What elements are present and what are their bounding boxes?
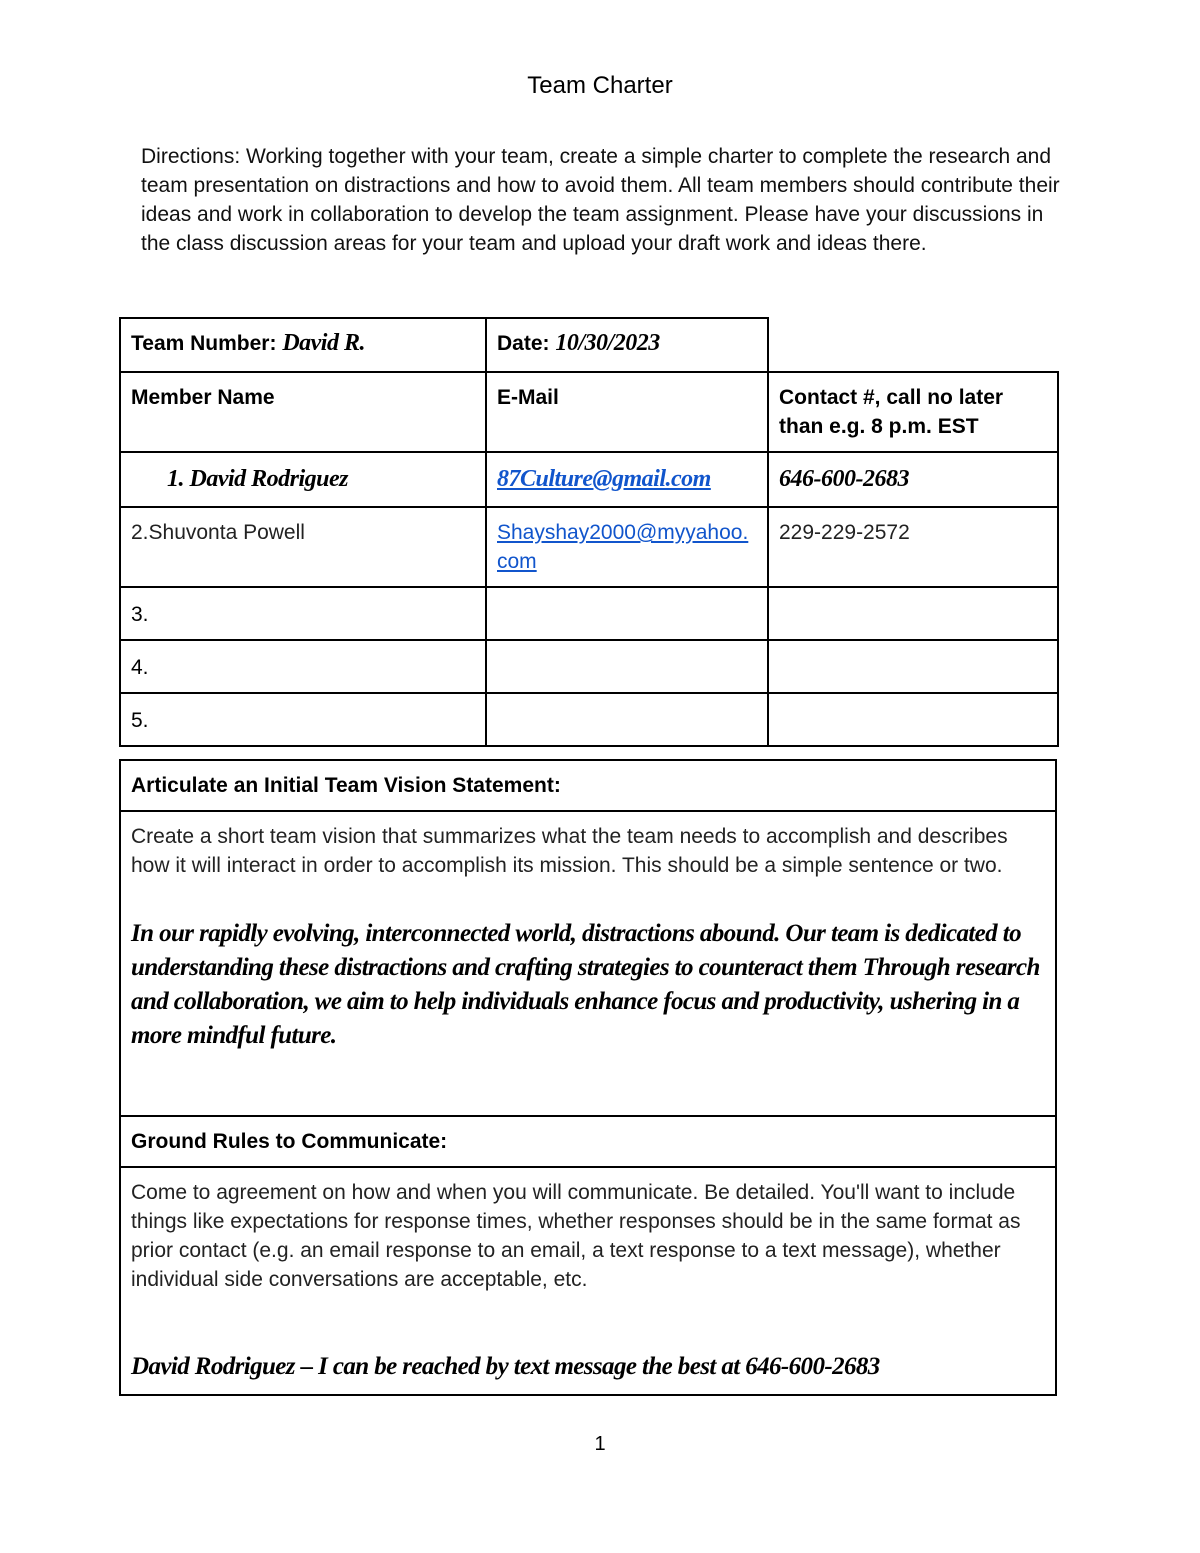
email-link[interactable]: Shayshay2000@myyahoo.com	[497, 521, 749, 573]
member-name: 5.	[120, 693, 486, 746]
ground-rules-heading: Ground Rules to Communicate:	[120, 1116, 1056, 1167]
table-row	[120, 587, 1058, 640]
date-label: Date:	[497, 332, 556, 355]
table-row	[120, 640, 1058, 693]
member-name: 1. David Rodriguez	[120, 452, 486, 507]
member-email	[486, 452, 768, 507]
date-value: 10/30/2023	[555, 330, 660, 356]
member-contact	[768, 640, 1058, 693]
member-email	[486, 507, 768, 587]
member-name: 3.	[120, 587, 486, 640]
member-email	[486, 587, 768, 640]
header-row	[120, 372, 1058, 452]
member-contact	[768, 693, 1058, 746]
ground-rules-answer: David Rodriguez – I can be reached by text message the best at 646-600-2683	[131, 1353, 880, 1380]
header-member-name: Member Name	[120, 372, 486, 452]
team-members-table	[119, 317, 1059, 747]
page-number: 1	[594, 1433, 606, 1455]
vision-heading: Articulate an Initial Team Vision Statement:	[120, 760, 1056, 811]
table-row	[120, 693, 1058, 746]
team-number-cell	[120, 318, 486, 372]
member-contact: 229-229-2572	[768, 507, 1058, 587]
empty-cell	[768, 318, 1058, 372]
vision-prompt: Create a short team vision that summarizes what the team needs to accomplish and describes how it will interact in order to accomplish its mission. This should be a simple sentence or two.	[131, 825, 1008, 877]
member-name: 2.Shuvonta Powell	[120, 507, 486, 587]
date-cell	[486, 318, 768, 372]
directions-text: Directions: Working together with your team, create a simple charter to complete the research and team presentation on distractions and how to avoid them. All team members should contribute their ideas and work in collaboration to develop the team assignment. Please have your discussions in the class discussion areas for your team and upload your draft work and ideas there.	[141, 145, 1060, 255]
header-contact: Contact #, call no later than e.g. 8 p.m. EST	[768, 372, 1058, 452]
member-contact: 646-600-2683	[768, 452, 1058, 507]
vision-answer: In our rapidly evolving, interconnected world, distractions abound. Our team is dedicated to understanding these distractions and crafting strategies to counteract them Through research and collaboration, we aim to help individuals enhance focus and productivity, ushering in a more mindful future.	[131, 920, 1040, 1049]
header-email: E-Mail	[486, 372, 768, 452]
member-email	[486, 693, 768, 746]
page-title: Team Charter	[527, 72, 673, 99]
member-email	[486, 640, 768, 693]
table-row	[120, 452, 1058, 507]
charter-sections-table	[119, 759, 1057, 1396]
member-contact	[768, 587, 1058, 640]
team-number-label: Team Number:	[131, 332, 283, 355]
table-row	[120, 507, 1058, 587]
team-info-row	[120, 318, 1058, 372]
ground-rules-body	[120, 1167, 1056, 1395]
vision-body	[120, 811, 1056, 1116]
member-name: 4.	[120, 640, 486, 693]
ground-rules-prompt: Come to agreement on how and when you will communicate. Be detailed. You'll want to include things like expectations for response times, whether responses should be in the same format as prior contact (e.g. an email response to an email, a text response to a text message), whether individual side conversations are acceptable, etc.	[131, 1181, 1021, 1291]
team-number-value: David R.	[282, 330, 365, 356]
email-link[interactable]: 87Culture@gmail.com	[497, 466, 711, 492]
